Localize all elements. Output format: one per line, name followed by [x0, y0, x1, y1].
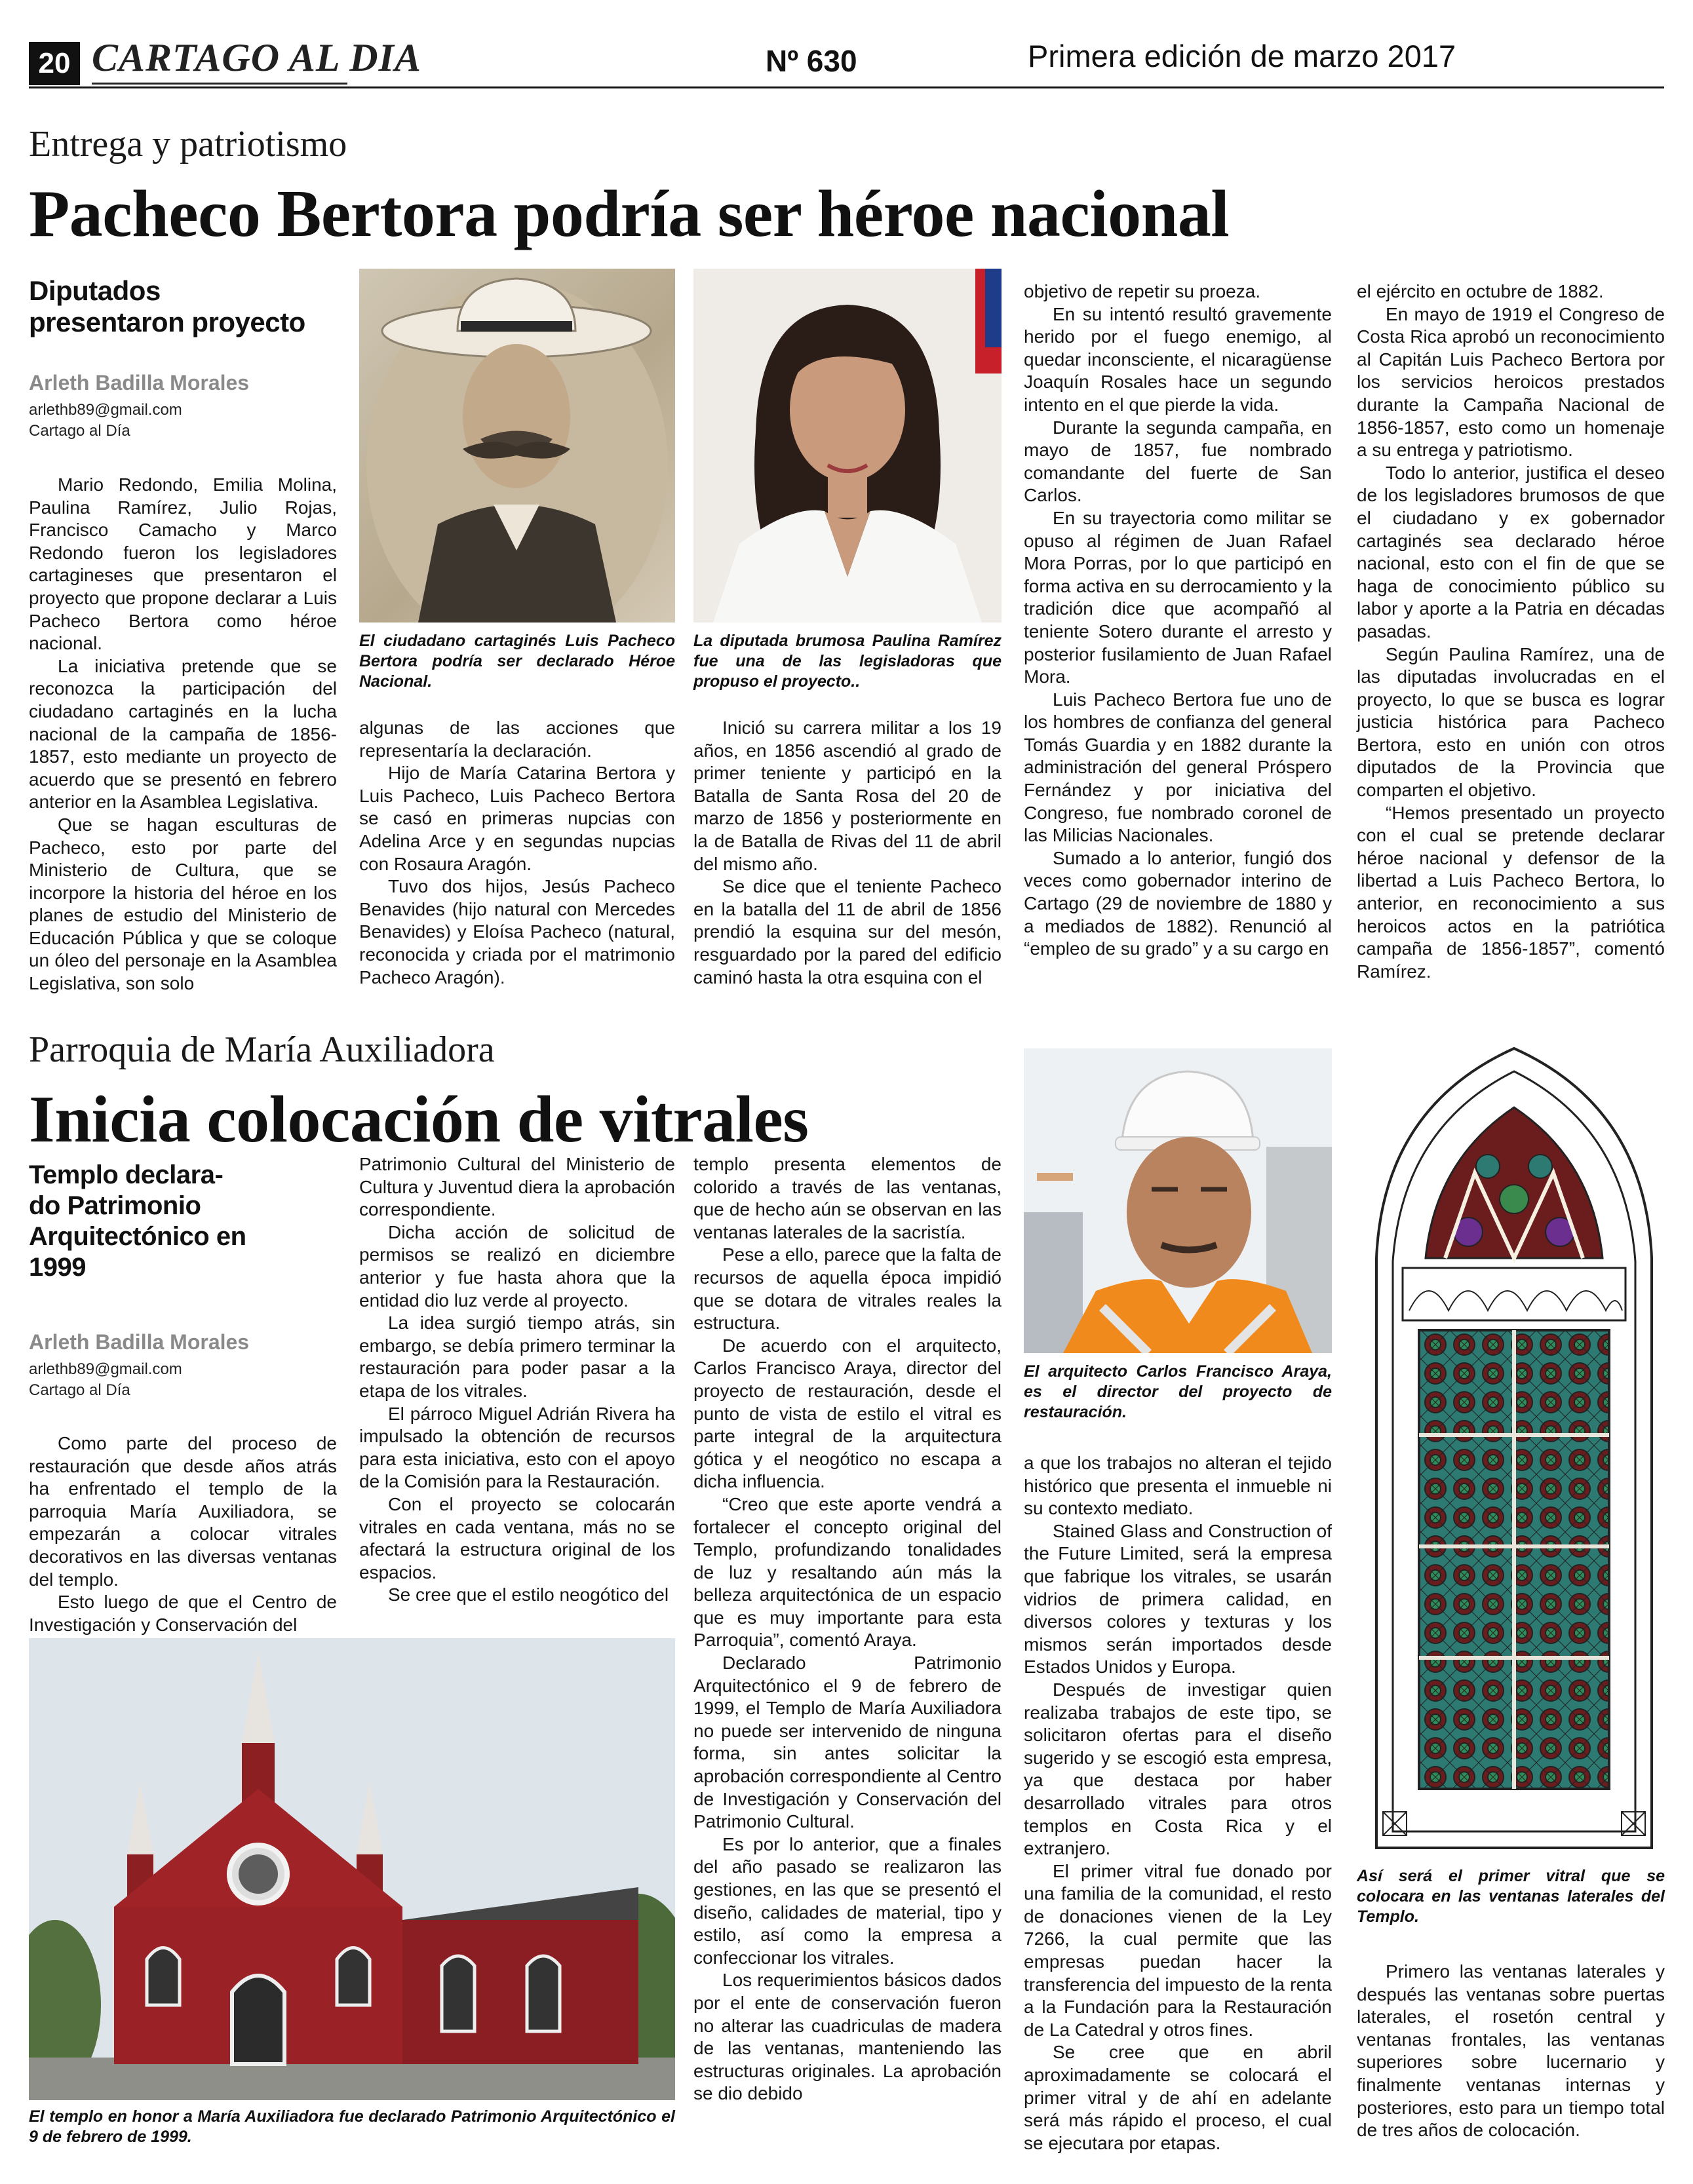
- article2-subhead: Templo declara- do Patrimonio Arquitectónico en 1999: [29, 1160, 246, 1282]
- church-illustration: [29, 1638, 675, 2100]
- issue-number: Nº 630: [766, 44, 857, 78]
- pacheco-portrait-photo: [359, 269, 675, 623]
- article2-column-3: templo presenta elementos de colorido a través de las ventanas, que de hecho aún se observan en las ventanas laterales de la sacristía. Pese a ello, parece que la falta de recursos de aquella época impidió que se dotara de vitrales reales la estructura. De acuerdo con el arquitecto, Carlos Francisco Araya, director del proyecto de restauración, desde el punto de vista de estilo el vitral es parte integral de la arquitectura gótica y el neogótico no escapa a dicha influencia. “Creo que este aporte vendrá a fortalecer el concepto original del Templo, profundizando tonalidades de luz y resaltando aún más la belleza arquitectónica de un espacio que es muy importante para esta Parroquia”, comentó Araya. Declarado Patrimonio Arquitectónico el 9 de febrero de 1999, el Templo de María Auxiliadora no puede ser intervenido de ninguna forma, sin antes solicitar la aprobación correspondiente al Centro de Investigación y Conservación del Patrimonio Cultural. Es por lo anterior, que a finales del año pasado se realizaron las gestiones, en las que se presentó el diseño, calidades de material, tipo y estilo, así como la empresa a confeccionar los vitrales. Los requerimientos básicos dados por el ente de conservación fueron no alterar las cuadriculas de madera de las ventanas, manteniendo las estructuras originales. La aprobación se dio debido: [693, 1154, 1002, 2104]
- article1-column-3: Inició su carrera militar a los 19 años, en 1856 ascendió al grado de primer teniente y participó en la Batalla de Santa Rosa del 20 de marzo de 1856 y posteriormente en la de Batalla de Rivas del 11 de abril del mismo año. Se dice que el teniente Pacheco en la batalla del 11 de abril de 1856 prendió la esquina sur del mesón, resguardado por la pared del edificio caminó hasta la otra esquina con el: [693, 718, 1002, 987]
- caption-window: Así será el primer vitral que se colocara en las ventanas laterales del Templo.: [1357, 1867, 1665, 1926]
- article1-column-5: el ejército en octubre de 1882. En mayo de 1919 el Congreso de Costa Rica aprobó un reconocimiento al Capitán Luis Pacheco Bertora por los servicios heroicos prestados durante la Campaña Nacional de 1856-1857, esto como un homenaje a su entrega y patriotismo. Todo lo anterior, justifica el deseo de los legisladores brumosos de que el ciudadano y ex gobernador cartaginés sea declarado héroe nacional, esto con el fin de que se haga de conocimiento público su labor y aporte a la Patria en décadas pasadas. Según Paulina Ramírez, una de las diputadas involucradas en el proyecto, lo que se busca es lograr justicia histórica para Pacheco Bertora, esto en unión con otros diputados de la Provincia que comparten el objetivo. “Hemos presentado un proyecto con el cual se pretende declarar héroe nacional y defensor de la libertad a Luis Pacheco Bertora, lo anterior, en reconocimiento a sus heroicos actos en la patriótica campaña de 1856-1857”, comentó Ramírez.: [1357, 281, 1665, 982]
- caption-church: El templo en honor a María Auxiliadora fue declarado Patrimonio Arquitectónico el 9 de febrero de 1999.: [29, 2107, 675, 2146]
- article1-contact: arlethb89@gmail.com Cartago al Día: [29, 401, 182, 440]
- article2-column-1: Como parte del proceso de restauración que desde años atrás ha enfrentado el templo de la parroquia María Auxiliadora, se empezarán a colocar vitrales decorativos en las diversas ventanas del templo. Esto luego de que el Centro de Investigación y Conservación del: [29, 1433, 337, 1635]
- masthead-logo: [92, 35, 421, 88]
- article2-column-2: Patrimonio Cultural del Ministerio de Cultura y Juventud diera la aprobación correspondiente. Dicha acción de solicitud de permisos se realizó en diciembre anterior y fue hasta ahora que la entidad dio luz verde al proyecto. La idea surgió tiempo atrás, sin embargo, se debía primero terminar la restauración para poder pasar a la etapa de los vitrales. El párroco Miguel Adrián Rivera ha impulsado la obtención de recursos para esta iniciativa, esto con el apoyo de la Comisión para la Restauración. Con el proyecto se colocarán vitrales en cada ventana, más no se afectará la estructura original de los espacios. Se cree que el estilo neogótico del: [359, 1154, 675, 1605]
- caption-architect: El arquitecto Carlos Francisco Araya, es el director del proyecto de restauración.: [1024, 1362, 1332, 1421]
- ramirez-photo: [693, 269, 1002, 623]
- article1-subhead: Diputados presentaron proyecto: [29, 275, 305, 337]
- article2-contact: arlethb89@gmail.com Cartago al Día: [29, 1360, 182, 1399]
- article2-column-5: Primero las ventanas laterales y después las ventanas sobre puertas laterales, el rosetón central y ventanas frontales, las ventanas superiores sobre lucernario y finalmente ventanas internas y posteriores, esto para un tiempo total de tres años de colocación.: [1357, 1961, 1665, 2141]
- article1-column-1: Mario Redondo, Emilia Molina, Paulina Ramírez, Julio Rojas, Francisco Camacho y Marco Redondo fueron los legisladores cartagineses que presentaron el proyecto que propone declarar a Luis Pacheco Bertora como héroe nacional. La iniciativa pretende que se reconozca la participación del ciudadano cartaginés en la lucha nacional de la campaña de 1856-1857, esto mediante un proyecto de acuerdo que se presentó en febrero anterior en la Asamblea Legislativa. Que se hagan esculturas de Pacheco, esto por parte del Ministerio de Cultura, que se incorpore la historia del héroe en los planes de estudio del Ministerio de Educación Pública y que se coloque un óleo del personaje en la Asamblea Legislativa, son solo: [29, 474, 337, 994]
- article1-column-4: objetivo de repetir su proeza. En su intentó resultó gravemente herido por el fuego enemigo, al quedar inconsciente, el nicaragüense Joaquín Rosales hace un segundo intento en el que pierde la vida. Durante la segunda campaña, en mayo de 1857, fue nombrado comandante del fuerte de San Carlos. En su trayectoria como militar se opuso al régimen de Juan Rafael Mora Porras, por lo que participó en forma activa en su derrocamiento y la tradición dice que acompañó al teniente Sotero durante el arresto y posterior fusilamiento de Juan Rafael Mora. Luis Pacheco Bertora fue uno de los hombres de confianza del general Tomás Guardia y en 1882 durante la administración del general Próspero Fernández y por iniciativa del Congreso, fue nombrado coronel de las Milicias Nacionales. Sumado a lo anterior, fungió dos veces como gobernador interino de Cartago (29 de noviembre de 1880 y a mediados de 1882). Renunció al “empleo de su grado” y a su cargo en: [1024, 281, 1332, 959]
- page-number: 20: [29, 42, 80, 85]
- ramirez-portrait-illustration: [693, 269, 1002, 623]
- edition-date: Primera edición de marzo 2017: [1028, 39, 1456, 73]
- pacheco-portrait-illustration: [359, 269, 675, 623]
- article2-headline: Inicia colocación de vitrales: [29, 1082, 809, 1157]
- article1-author: Arleth Badilla Morales: [29, 371, 250, 394]
- stained-glass-illustration: [1363, 1042, 1665, 1854]
- architect-photo: [1024, 1048, 1332, 1353]
- caption-ramirez: La diputada brumosa Paulina Ramírez fue una de las legisladoras que propuso el proyecto..: [693, 632, 1002, 691]
- church-photo: [29, 1638, 675, 2100]
- header-rule: [29, 86, 1664, 88]
- article2-kicker: Parroquia de María Auxiliadora: [29, 1029, 495, 1070]
- article1-headline: Pacheco Bertora podría ser héroe nacional: [29, 177, 1230, 251]
- article1-column-2: algunas de las acciones que representaría la declaración. Hijo de María Catarina Bertora y Luis Pacheco, Luis Pacheco Bertora se casó en primeras nupcias con Adelina Arce y en segundas nupcias con Rosaura Aragón. Tuvo dos hijos, Jesús Pacheco Benavides (hijo natural con Mercedes Benavides) y Eloísa Pacheco (natural, reconocida y criada por el matrimonio Pacheco Aragón).: [359, 718, 675, 987]
- article1-kicker: Entrega y patriotismo: [29, 124, 347, 164]
- article2-author: Arleth Badilla Morales: [29, 1330, 250, 1354]
- stained-glass-window-drawing: [1363, 1042, 1665, 1854]
- architect-illustration: [1024, 1048, 1332, 1353]
- caption-pacheco: El ciudadano cartaginés Luis Pacheco Bertora podría ser declarado Héroe Nacional.: [359, 632, 675, 691]
- masthead-text: CARTAGO AL DIA: [92, 36, 421, 79]
- article2-column-4: a que los trabajos no alteran el tejido histórico que presenta el inmueble ni su contexto mediato. Stained Glass and Construction of the Future Limited, será la empresa que fabrique los vitrales, se usarán vidrios de primera calidad, en diversos colores y texturas y los mismos serán importados desde Estados Unidos y Europa. Después de investigar quien realizaba trabajos de este tipo, se solicitaron ofertas para el diseño sugerido y se escogió esta empresa, ya que destaca por haber desarrollado vitrales para otros templos en Costa Rica y el extranjero. El primer vitral fue donado por una familia de la comunidad, el resto de donaciones vienen de la Ley 7266, la cual permite que las empresas puedan hacer la transferencia del impuesto de la renta a la Fundación para la Restauración de La Catedral y otros fines. Se cree que en abril aproximadamente se colocará el primer vitral y de ahí en adelante será más rápido el proceso, el cual se ejecutara por etapas.: [1024, 1453, 1332, 2153]
- masthead-underline: [92, 83, 347, 85]
